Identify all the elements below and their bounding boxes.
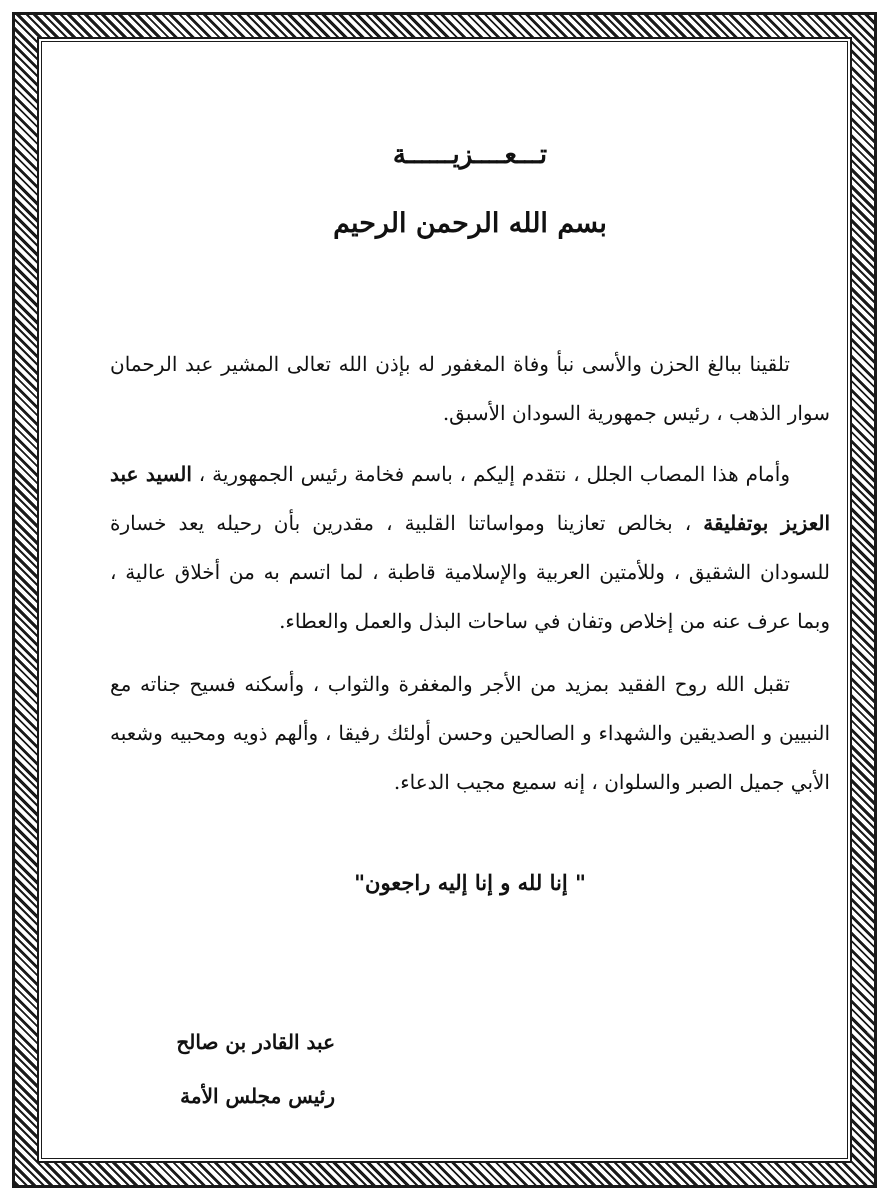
- paragraph-condolences-start: وأمام هذا المصاب الجلل ، نتقدم إليكم ، باسم فخامة رئيس الجمهورية ،: [191, 462, 790, 486]
- letter-title: تـــعــــزيــــــة: [392, 140, 548, 170]
- quran-verse: " إنا لله و إنا إليه راجعون": [354, 870, 586, 895]
- signature-block: [165, 1015, 335, 1123]
- paragraph-condolences-end: ، بخالص تعازينا ومواساتنا القلبية ، مقدرين بأن رحيله يعد خسارة للسودان الشقيق ، وللأمتين العربية والإسلامية قاطبة ، لما اتسم به من أخلاق عالية ، وبما عرف عنه من إخلاص وتفان في ساحات البذل والعمل والعطاء.: [110, 511, 830, 633]
- basmala: بسم الله الرحمن الرحيم: [333, 208, 607, 239]
- paragraph-condolences: [110, 450, 830, 646]
- paragraph-prayer: تقبل الله روح الفقيد بمزيد من الأجر والمغفرة والثواب ، وأسكنه فسيح جناته مع النبيين و الصديقين والشهداء و الصالحين وحسن أولئك رفيقا ، وألهم ذويه ومحبيه وشعبه الأبي جميل الصبر والسلوان ، إنه سميع مجيب الدعاء.: [110, 672, 830, 794]
- president-name: السيد عبد العزيز بوتفليقة: [110, 462, 830, 535]
- paragraph-announcement: تلقينا ببالغ الحزن والأسى نبأ وفاة المغفور له بإذن الله تعالى المشير عبد الرحمان سوار الذهب ، رئيس جمهورية السودان الأسبق.: [110, 352, 830, 425]
- signature-name: عبد القادر بن صالح: [176, 1030, 335, 1054]
- signature-title: رئيس مجلس الأمة: [180, 1084, 335, 1108]
